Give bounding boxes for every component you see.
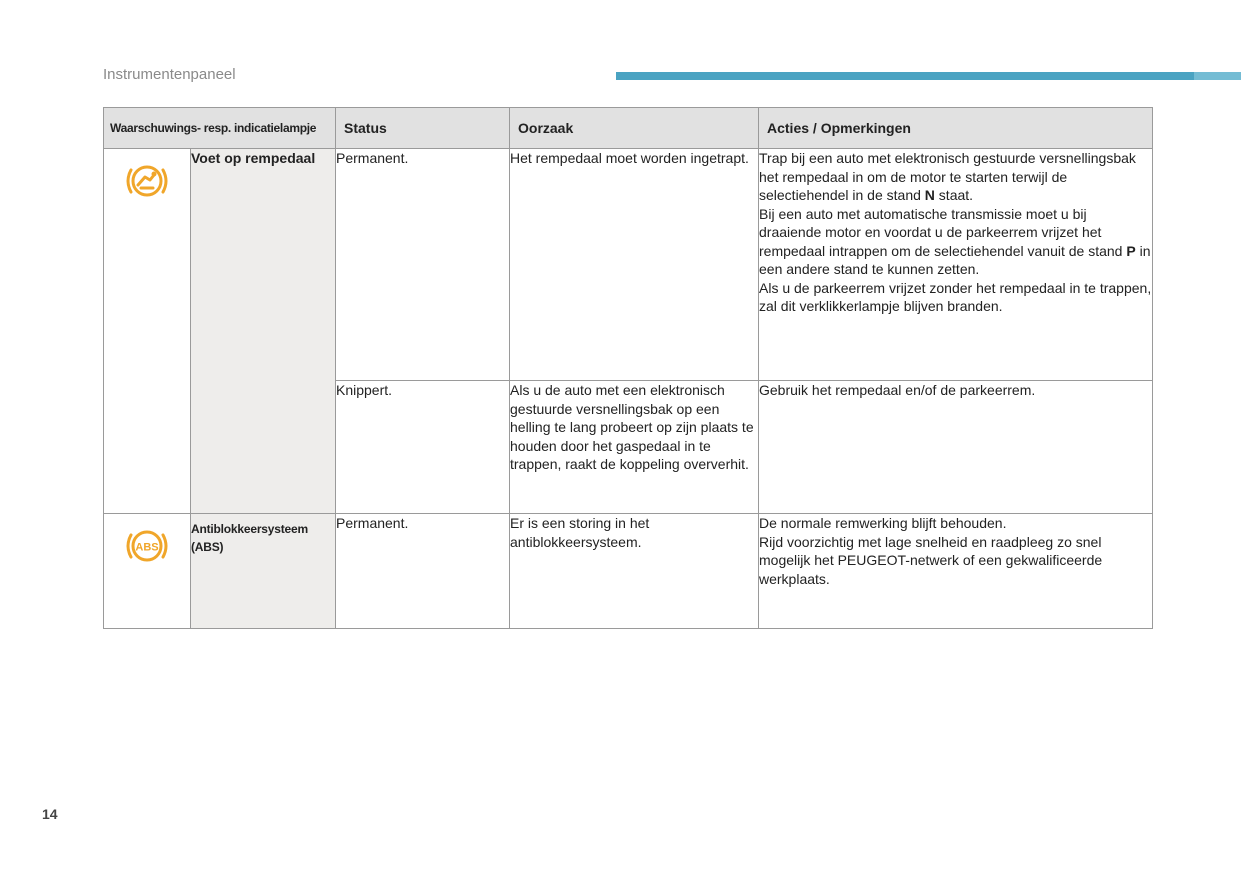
lamp-icon-cell [104, 514, 191, 629]
status-cell: Permanent. [336, 514, 510, 629]
warning-lamp-table [103, 107, 1153, 629]
page-number: 14 [42, 806, 58, 822]
action-text: in een andere stand te kunnen zetten. [759, 242, 1151, 277]
table-row [104, 149, 1153, 381]
cause-cell: Het rempedaal moet worden ingetrapt. [510, 149, 759, 381]
cause-cell: Als u de auto met een elektronisch gestuurde versnellingsbak op een helling te lang probeert op zijn plaats te houden door het gaspedaal in te trappen, raakt de koppeling oververhit. [510, 381, 759, 514]
gear-position-n: N [924, 187, 935, 203]
actions-cell [759, 514, 1153, 629]
lamp-icon-cell [104, 149, 191, 514]
lamp-name-foot-on-brake: Voet op rempedaal [191, 149, 336, 514]
lamp-name-abs: Antiblokkeersysteem (ABS) [191, 514, 336, 629]
column-header-actions: Acties / Opmerkingen [759, 108, 1153, 149]
action-text: Rijd voorzichtig met lage snelheid en raadpleeg zo snel mogelijk het PEUGEOT-netwerk of een gekwalificeerde werkplaats. [759, 533, 1103, 587]
abs-icon [123, 526, 171, 571]
cause-cell: Er is een storing in het antiblokkeersysteem. [510, 514, 759, 629]
actions-cell [759, 381, 1153, 514]
header-accent-bar-end [1194, 72, 1241, 80]
action-text: De normale remwerking blijft behouden. [759, 515, 1007, 531]
action-text: Trap bij een auto met elektronisch gestuurde versnellingsbak het rempedaal in om de motor te starten terwijl de selectiehendel in de stand [759, 150, 1136, 203]
status-cell: Knippert. [336, 381, 510, 514]
table-header-row [104, 108, 1153, 149]
header-accent-bar [616, 72, 1194, 80]
column-header-cause: Oorzaak [510, 108, 759, 149]
actions-cell [759, 149, 1153, 381]
action-text: Bij een auto met automatische transmissie moet u bij draaiende motor en voordat u de parkeerrem vrijzet het rempedaal intrappen om de selectiehendel vanuit de stand [759, 205, 1127, 259]
column-header-status: Status [336, 108, 510, 149]
gear-position-p: P [1126, 242, 1136, 259]
action-text: staat. [934, 187, 974, 203]
abs-icon-label: ABS [135, 541, 159, 554]
action-text: Als u de parkeerrem vrijzet zonder het rempedaal in te trappen, zal dit verklikkerlampje blijven branden. [759, 279, 1152, 314]
status-cell: Permanent. [336, 149, 510, 381]
action-text: Gebruik het rempedaal en/of de parkeerrem. [759, 382, 1036, 398]
column-header-lamp: Waarschuwings- resp. indicatielampje [104, 108, 336, 149]
table-row [104, 514, 1153, 629]
section-title: Instrumentenpaneel [103, 66, 236, 83]
foot-on-brake-icon [123, 161, 171, 206]
